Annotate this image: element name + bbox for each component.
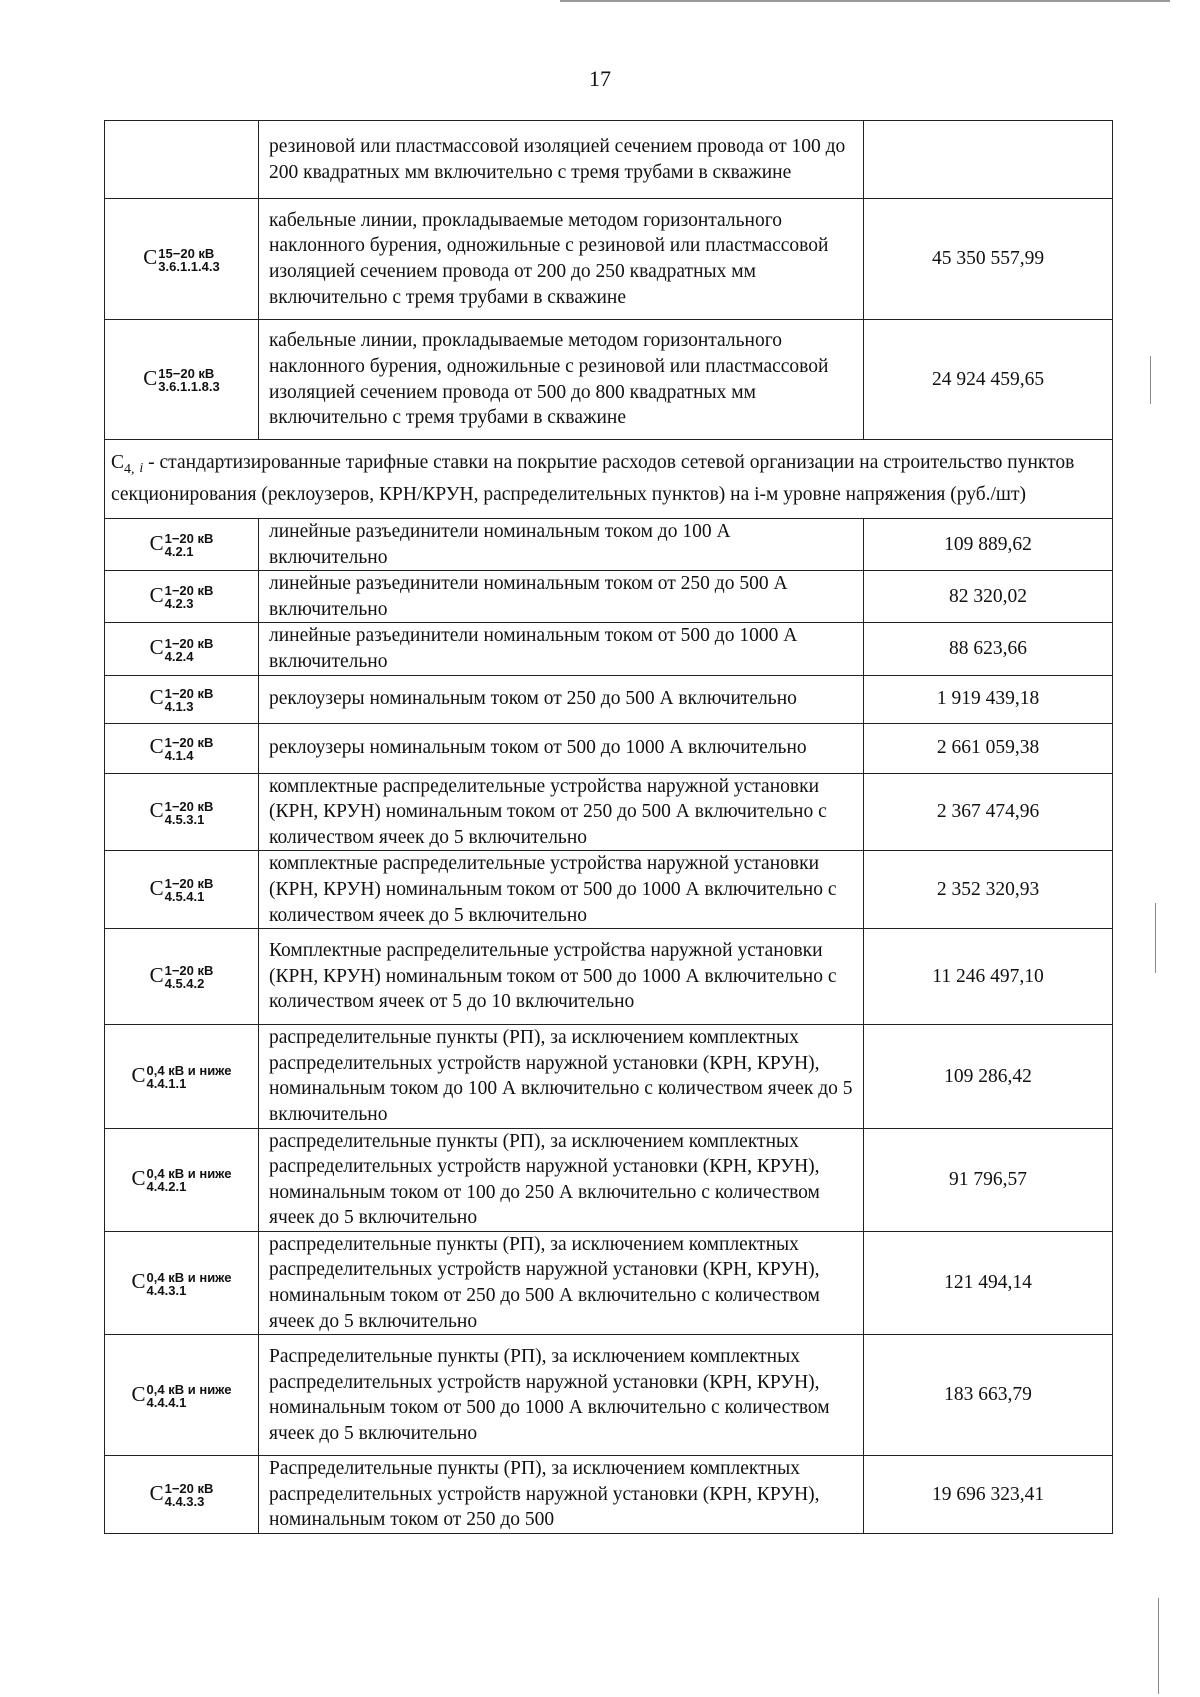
table-row bbox=[105, 1335, 1113, 1456]
rate-description: линейные разъединители номинальным током до 100 А включительно bbox=[259, 519, 864, 571]
rate-symbol-scripts bbox=[165, 532, 214, 558]
rate-voltage-level: 15−20 кВ bbox=[158, 366, 215, 382]
table-row bbox=[105, 851, 1113, 929]
table-body-rows bbox=[105, 519, 1113, 1534]
rate-symbol-scripts bbox=[165, 637, 214, 663]
rate-symbol-base: C bbox=[131, 1381, 146, 1406]
rate-voltage-level: 1−20 кВ bbox=[164, 531, 214, 547]
rate-index: 3.6.1.1.8.3 bbox=[158, 379, 220, 395]
rate-voltage-level: 15−20 кВ bbox=[158, 245, 215, 261]
rate-value: 2 661 059,38 bbox=[864, 723, 1113, 773]
rate-symbol-base: C bbox=[149, 963, 164, 988]
rate-description: комплектные распределительные устройства наружной установки (КРН, КРУН) номинальным током от 250 до 500 А включительно с количеством ячеек до 5 включительно bbox=[259, 773, 864, 851]
rate-value: 2 367 474,96 bbox=[864, 773, 1113, 851]
table-row bbox=[105, 199, 1113, 320]
rate-symbol-scripts bbox=[165, 877, 214, 903]
rate-index: 4.4.3.3 bbox=[164, 1494, 205, 1510]
rate-symbol bbox=[150, 583, 214, 610]
rate-voltage-level: 1−20 кВ bbox=[164, 685, 214, 701]
rate-symbol-base: C bbox=[131, 1269, 146, 1294]
rate-index: 4.5.3.1 bbox=[164, 811, 205, 827]
rate-voltage-level: 1−20 кВ bbox=[164, 1481, 214, 1497]
rate-index: 4.5.4.1 bbox=[164, 889, 205, 905]
rate-description: линейные разъединители номинальным током от 500 до 1000 А включительно bbox=[259, 623, 864, 675]
rate-symbol bbox=[132, 1063, 232, 1090]
rate-symbol bbox=[143, 366, 219, 393]
rate-index: 4.2.1 bbox=[164, 544, 194, 560]
rate-value: 24 924 459,65 bbox=[864, 320, 1113, 440]
rate-description: линейные разъединители номинальным током от 250 до 500 А включительно bbox=[259, 571, 864, 623]
rate-value: 19 696 323,41 bbox=[864, 1456, 1113, 1534]
rate-index: 4.4.4.1 bbox=[146, 1394, 187, 1410]
rate-symbol-base: C bbox=[143, 365, 158, 390]
rate-symbol bbox=[150, 798, 214, 825]
rate-description: Распределительные пункты (РП), за исключением комплектных распределительных устройств наружной установки (КРН, КРУН), номинальным током от 250 до 500 bbox=[259, 1456, 864, 1534]
table-row bbox=[105, 519, 1113, 571]
rate-description: резиновой или пластмассовой изоляцией сечением провода от 100 до 200 квадратных мм включительно с тремя трубами в скважине bbox=[259, 121, 864, 199]
rate-value: 82 320,02 bbox=[864, 571, 1113, 623]
rate-symbol-scripts bbox=[147, 1383, 232, 1409]
rate-symbol-base: C bbox=[149, 583, 164, 608]
table-row bbox=[105, 675, 1113, 723]
table-row bbox=[105, 623, 1113, 675]
rate-value bbox=[864, 121, 1113, 199]
rate-description: распределительные пункты (РП), за исключением комплектных распределительных устройств наружной установки (КРН, КРУН), номинальным током до 100 А включительно с количеством ячеек до 5 включительно bbox=[259, 1025, 864, 1128]
rate-symbol-scripts bbox=[165, 964, 214, 990]
rate-symbol-scripts bbox=[165, 800, 214, 826]
rate-symbol bbox=[150, 876, 214, 903]
rate-symbol bbox=[150, 734, 214, 761]
section-row bbox=[105, 440, 1113, 519]
rate-voltage-level: 1−20 кВ bbox=[164, 635, 214, 651]
section-symbol bbox=[111, 451, 144, 477]
rate-symbol bbox=[132, 1269, 232, 1296]
page-number: 17 bbox=[589, 66, 611, 91]
rate-symbol bbox=[150, 531, 214, 558]
scan-edge-line bbox=[560, 0, 1170, 2]
table-row bbox=[105, 320, 1113, 440]
rate-index: 4.5.4.2 bbox=[164, 976, 205, 992]
rate-description: комплектные распределительные устройства наружной установки (КРН, КРУН) номинальным током от 500 до 1000 А включительно с количеством ячеек до 5 включительно bbox=[259, 851, 864, 929]
table-row bbox=[105, 1456, 1113, 1534]
rate-code-cell bbox=[105, 675, 259, 723]
rate-code-cell bbox=[105, 929, 259, 1025]
rate-code-cell bbox=[105, 199, 259, 320]
rate-code-cell bbox=[105, 773, 259, 851]
rate-index: 4.1.3 bbox=[164, 698, 194, 714]
rate-voltage-level: 0,4 кВ и ниже bbox=[146, 1269, 232, 1285]
rate-index: 3.6.1.1.4.3 bbox=[158, 258, 220, 274]
rate-symbol bbox=[143, 245, 219, 272]
rate-value: 88 623,66 bbox=[864, 623, 1113, 675]
table-row bbox=[105, 773, 1113, 851]
table-row bbox=[105, 121, 1113, 199]
table-row bbox=[105, 1128, 1113, 1231]
rate-symbol-base: C bbox=[149, 685, 164, 710]
rate-symbol-base: C bbox=[143, 245, 158, 270]
table-row bbox=[105, 723, 1113, 773]
rate-symbol-base: C bbox=[149, 531, 164, 555]
rate-index: 4.4.3.1 bbox=[146, 1282, 187, 1298]
rate-symbol-scripts bbox=[158, 247, 219, 273]
rate-symbol-base: C bbox=[149, 635, 164, 660]
scan-margin-mark bbox=[1150, 356, 1151, 404]
rate-value: 109 889,62 bbox=[864, 519, 1113, 571]
rate-value: 183 663,79 bbox=[864, 1335, 1113, 1456]
rate-value: 109 286,42 bbox=[864, 1025, 1113, 1128]
rate-code-cell bbox=[105, 1128, 259, 1231]
rate-value: 45 350 557,99 bbox=[864, 199, 1113, 320]
rate-voltage-level: 1−20 кВ bbox=[164, 734, 214, 750]
section-symbol-index: i bbox=[139, 460, 144, 476]
rate-symbol bbox=[132, 1382, 232, 1409]
rate-voltage-level: 0,4 кВ и ниже bbox=[146, 1381, 232, 1397]
table-row bbox=[105, 929, 1113, 1025]
rate-voltage-level: 1−20 кВ bbox=[164, 583, 214, 599]
rate-code-cell bbox=[105, 1231, 259, 1334]
rate-symbol-base: C bbox=[131, 1062, 146, 1087]
rate-description: реклоузеры номинальным током от 500 до 1000 А включительно bbox=[259, 723, 864, 773]
rate-symbol-scripts bbox=[147, 1064, 232, 1090]
rate-value: 121 494,14 bbox=[864, 1231, 1113, 1334]
rate-symbol bbox=[150, 963, 214, 990]
rate-code-cell bbox=[105, 623, 259, 675]
rate-value: 11 246 497,10 bbox=[864, 929, 1113, 1025]
rate-code-cell bbox=[105, 519, 259, 571]
rate-index: 4.2.3 bbox=[164, 596, 194, 612]
rate-symbol bbox=[150, 635, 214, 662]
rate-symbol-base: C bbox=[149, 876, 164, 901]
rate-code-cell bbox=[105, 1335, 259, 1456]
rate-index: 4.4.1.1 bbox=[146, 1075, 187, 1091]
table-row bbox=[105, 1231, 1113, 1334]
rate-symbol bbox=[150, 685, 214, 712]
rate-symbol-base: C bbox=[149, 734, 164, 759]
rate-code-cell bbox=[105, 121, 259, 199]
rate-code-cell bbox=[105, 571, 259, 623]
rate-symbol bbox=[132, 1166, 232, 1193]
rate-symbol-scripts bbox=[147, 1271, 232, 1297]
rate-symbol-base: C bbox=[149, 1481, 164, 1506]
table-row bbox=[105, 571, 1113, 623]
section-text: - стандартизированные тарифные ставки на покрытие расходов сетевой организации на строительство пунктов секционирования (реклоузеров, КРН/КРУН, распределительных пунктов) на i-м уровне напряжения (руб./шт) bbox=[111, 451, 1075, 506]
rate-description: распределительные пункты (РП), за исключением комплектных распределительных устройств наружной установки (КРН, КРУН), номинальным током от 250 до 500 А включительно с количеством ячеек до 5 включительно bbox=[259, 1231, 864, 1334]
section-symbol-sub: 4, bbox=[124, 461, 135, 477]
rate-symbol-scripts bbox=[165, 687, 214, 713]
rate-value: 1 919 439,18 bbox=[864, 675, 1113, 723]
rate-code-cell bbox=[105, 1025, 259, 1128]
rate-description: кабельные линии, прокладываемые методом горизонтального наклонного бурения, одножильные с резиновой или пластмассовой изоляцией сечением провода от 500 до 800 квадратных мм включительно с тремя трубами в скважине bbox=[259, 320, 864, 440]
rate-description: кабельные линии, прокладываемые методом горизонтального наклонного бурения, одножильные с резиновой или пластмассовой изоляцией сечением провода от 200 до 250 квадратных мм включительно с тремя трубами в скважине bbox=[259, 199, 864, 320]
rate-code-cell bbox=[105, 320, 259, 440]
rate-voltage-level: 0,4 кВ и ниже bbox=[146, 1166, 232, 1182]
rate-symbol-scripts bbox=[165, 584, 214, 610]
rate-voltage-level: 1−20 кВ bbox=[164, 963, 214, 979]
tariff-rates-table bbox=[104, 120, 1113, 1534]
rate-value: 2 352 320,93 bbox=[864, 851, 1113, 929]
rate-voltage-level: 1−20 кВ bbox=[164, 876, 214, 892]
rate-description: реклоузеры номинальным током от 250 до 500 А включительно bbox=[259, 675, 864, 723]
rate-index: 4.1.4 bbox=[164, 747, 194, 763]
rate-index: 4.4.2.1 bbox=[146, 1179, 187, 1195]
rate-code-cell bbox=[105, 851, 259, 929]
rate-symbol-scripts bbox=[165, 736, 214, 762]
scan-margin-mark bbox=[1158, 1598, 1159, 1694]
rate-voltage-level: 0,4 кВ и ниже bbox=[146, 1062, 232, 1078]
rate-index: 4.2.4 bbox=[164, 648, 194, 664]
rate-code-cell bbox=[105, 723, 259, 773]
rate-description: распределительные пункты (РП), за исключением комплектных распределительных устройств наружной установки (КРН, КРУН), номинальным током от 100 до 250 А включительно с количеством ячеек до 5 включительно bbox=[259, 1128, 864, 1231]
rate-description: Комплектные распределительные устройства наружной установки (КРН, КРУН) номинальным током от 500 до 1000 А включительно с количеством ячеек от 5 до 10 включительно bbox=[259, 929, 864, 1025]
rate-value: 91 796,57 bbox=[864, 1128, 1113, 1231]
section-symbol-base: C bbox=[111, 451, 125, 473]
rate-symbol-base: C bbox=[149, 798, 164, 823]
rate-symbol-scripts bbox=[165, 1482, 214, 1508]
rate-symbol-scripts bbox=[147, 1167, 232, 1193]
rate-symbol bbox=[181, 146, 182, 172]
scan-margin-mark bbox=[1155, 903, 1156, 973]
rate-description: Распределительные пункты (РП), за исключением комплектных распределительных устройств наружной установки (КРН, КРУН), номинальным током от 500 до 1000 А включительно с количеством ячеек до 5 включительно bbox=[259, 1335, 864, 1456]
table-section-header bbox=[105, 440, 1113, 519]
rate-symbol-base: C bbox=[131, 1166, 146, 1191]
rate-symbol bbox=[150, 1481, 214, 1508]
table-row bbox=[105, 1025, 1113, 1128]
rate-voltage-level: 1−20 кВ bbox=[164, 798, 214, 814]
section-description bbox=[105, 440, 1113, 519]
rate-symbol-scripts bbox=[158, 367, 219, 393]
table-body-top bbox=[105, 121, 1113, 440]
rate-code-cell bbox=[105, 1456, 259, 1534]
